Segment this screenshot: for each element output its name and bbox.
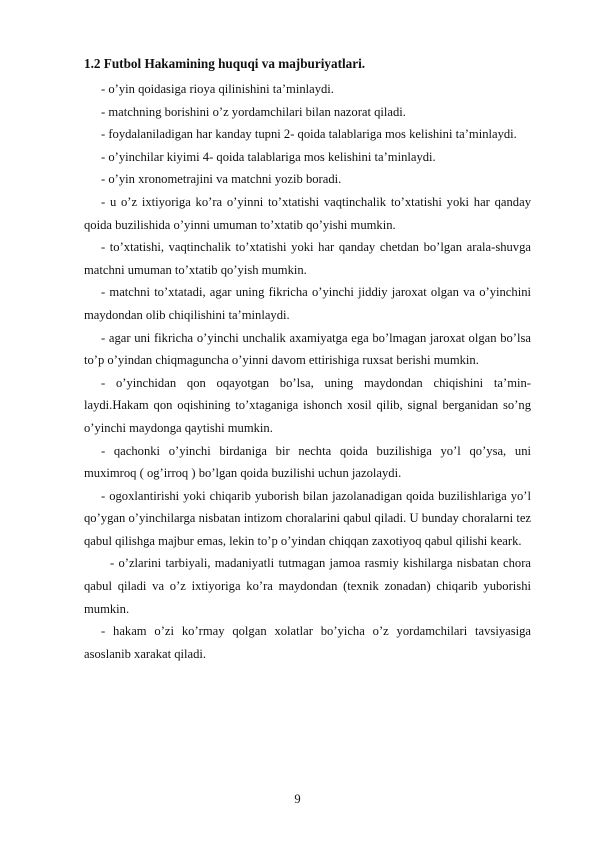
section-heading: 1.2 Futbol Hakamining huquqi va majburiyatlari. [84,56,366,71]
paragraph-12: - ogoxlantirishi yoki chiqarib yuborish bilan jazolanadigan qoida buzilishlariga yo’l qo’ygan o’yinchilarga nisbatan intizom choralarini qabul qiladi. U bunday choralarni tez qabul qilishga majbur emas, lekin to’p o’yindan chiqqan zaxotiyoq qabul qilishi keark. [84,488,531,548]
paragraph-14: - hakam o’zi ko’rmay qolgan xolatlar bo’yicha o’z yordamchilari tavsiyasiga asoslanib xarakat qiladi. [84,624,531,661]
paragraph-11: - qachonki o’yinchi birdaniga bir nechta qoida buzilishiga yo’l qo’ysa, uni muximroq ( og’irroq ) bo’lgan qoida buzilishi uchun jazolaydi. [84,443,531,481]
paragraph-4: - o’yinchilar kiyimi 4- qoida talablariga mos kelishini ta’minlaydi. [101,149,436,164]
document-page [84,55,531,665]
paragraph-13: - o’zlarini tarbiyali, madaniyatli tutmagan jamoa rasmiy kishilarga nisbatan chora qabul qiladi va o’z ixtiyoriga ko’ra maydondan (texnik zonadan) chiqarib yuborishi mumkin. [84,556,531,616]
page-number: 9 [294,792,301,806]
paragraph-5: - o’yin xronometrajini va matchni yozib boradi. [101,172,342,187]
paragraph-6: - u o’z ixtiyoriga ko’ra o’yinni to’xtatishi vaqtinchalik to’xtatishi yoki har qanday qoida buzilishida o’yinni umuman to’xtatib qo’yishi mumkin. [84,194,531,232]
paragraph-10: - o’yinchidan qon oqayotgan bo’lsa, uning maydondan chiqishini ta’min-laydi.Hakam qon oqishining to’xtaganiga ishonch xosil qilib, signal berganidan so’ng o’yinchi maydonga qaytishi mumkin. [84,375,531,435]
paragraph-9: - agar uni fikricha o’yinchi unchalik axamiyatga ega bo’lmagan jaroxat olgan bo’lsa to’p o’yindan chiqmaguncha o’yinni davom ettirishiga ruxsat berishi mumkin. [84,330,531,368]
paragraph-2: - matchning borishini o’z yordamchilari bilan nazorat qiladi. [101,104,406,119]
paragraph-3: - foydalaniladigan har kanday tupni 2- qoida talablariga mos kelishini ta’minlaydi. [101,127,517,142]
paragraph-1: - o’yin qoidasiga rioya qilinishini ta’minlaydi. [101,82,334,96]
paragraph-8: - matchni to’xtatadi, agar uning fikricha o’yinchi jiddiy jaroxat olgan va o’yinchini maydondan olib chiqilishini ta’minlaydi. [84,285,531,322]
paragraph-7: - to’xtatishi, vaqtinchalik to’xtatishi yoki har qanday chetdan bo’lgan arala-shuvga matchni umuman to’xtatib qo’yish mumkin. [84,240,531,277]
